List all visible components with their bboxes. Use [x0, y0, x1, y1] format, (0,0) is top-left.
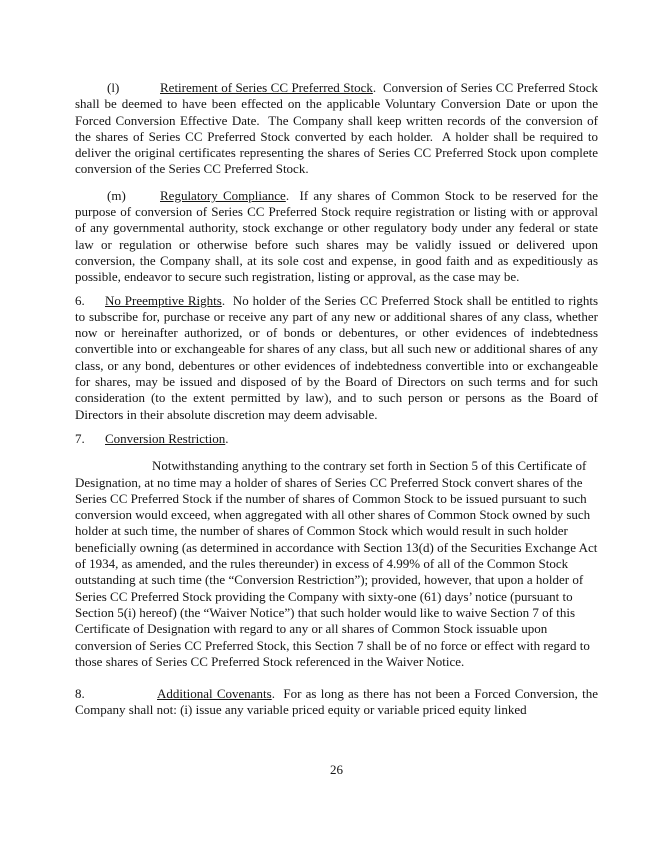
section-7-heading-period: . [225, 430, 229, 446]
paragraph-l-number: (l) [107, 80, 120, 95]
section-6-body: . No holder of the Series CC Preferred Stock shall be entitled to rights to subscribe for, purchase or receive any part of any new or additional shares of any class, whether now or hereinafter authorized, or of bonds or debentures, or other evidences of indebtedness convertible into or exchangeable for shares of any class, but all such new or additional shares of any class, or any bond, debentures or other evidences of indebtedness convertible into or exchangeable for shares, may be issued and disposed of by the Board of Directors on such terms and for such consideration (to the extent permitted by law), and to such person or persons as the Board of Directors in their absolute discretion may deem advisable. [75, 292, 602, 422]
paragraph-l-heading: Retirement of Series CC Preferred Stock [160, 80, 373, 95]
section-8-body: . For as long as there has not been a Forced Conversion, the Company shall not: (i) issue any variable priced equity or variable priced equity linked [75, 686, 602, 718]
page-number: 26 [330, 762, 343, 777]
paragraph-m [75, 187, 602, 286]
section-7-heading-line [75, 431, 598, 447]
section-7-body-text: Notwithstanding anything to the contrary set forth in Section 5 of this Certificate of Designation, at no time may a holder of shares of Series CC Preferred Stock convert shares of the Series CC Preferred Stock if the number of shares of Common Stock to be issued pursuant to such conversion would exceed, when aggregated with all other shares of Common Stock owned by such holder at such time, the number of shares of Common Stock which would result in such holder beneficially owning (as determined in accordance with Section 13(d) of the Securities Exchange Act of 1934, as amended, and the rules thereunder) in excess of 4.99% of all of the Common Stock outstanding at such time (the “Conversion Restriction”); provided, however, that upon a holder of Series CC Preferred Stock providing the Company with sixty-one (61) days’ notice (pursuant to Section 5(i) hereof) (the “Waiver Notice”) that such holder would like to waive Section 7 of this Certificate of Designation with regard to any or all shares of Common Stock issuable upon conversion of Series CC Preferred Stock, this Section 7 shall be of no force or effect with regard to those shares of Series CC Preferred Stock referenced in the Waiver Notice. [75, 458, 601, 669]
section-8 [75, 686, 602, 719]
document-content [75, 80, 602, 719]
paragraph-m-body: . If any shares of Common Stock to be reserved for the purpose of conversion of Series CC Preferred Stock require registration or listing with or approval of any governmental authority, stock exchange or other regulatory body under any federal or state law or regulation or otherwise before such shares may be validly issued or delivered upon conversion, the Company shall, at its sole cost and expense, in good faith and as expeditiously as possible, endeavor to secure such registration, listing or approval, as the case may be. [75, 187, 602, 285]
paragraph-l [75, 80, 602, 178]
section-6-number: 6. [75, 292, 85, 308]
section-7-number: 7. [75, 430, 85, 446]
section-6-heading: No Preemptive Rights [105, 292, 222, 308]
section-6 [75, 292, 602, 423]
section-7-body [75, 458, 601, 670]
paragraph-m-heading: Regulatory Compliance [160, 187, 286, 203]
paragraph-l-body: . Conversion of Series CC Preferred Stock shall be deemed to have been effected on the applicable Voluntary Conversion Date or upon the Forced Conversion Effective Date. The Company shall keep written records of the conversion of the shares of Series CC Preferred Stock converted by each holder. A holder shall be required to deliver the original certificates representing the shares of Series CC Preferred Stock upon complete conversion of the Series CC Preferred Stock. [75, 80, 602, 177]
paragraph-m-number: (m) [107, 187, 126, 203]
section-8-heading: Additional Covenants [157, 686, 272, 702]
section-8-number: 8. [75, 686, 85, 702]
section-7-heading: Conversion Restriction [105, 430, 226, 446]
